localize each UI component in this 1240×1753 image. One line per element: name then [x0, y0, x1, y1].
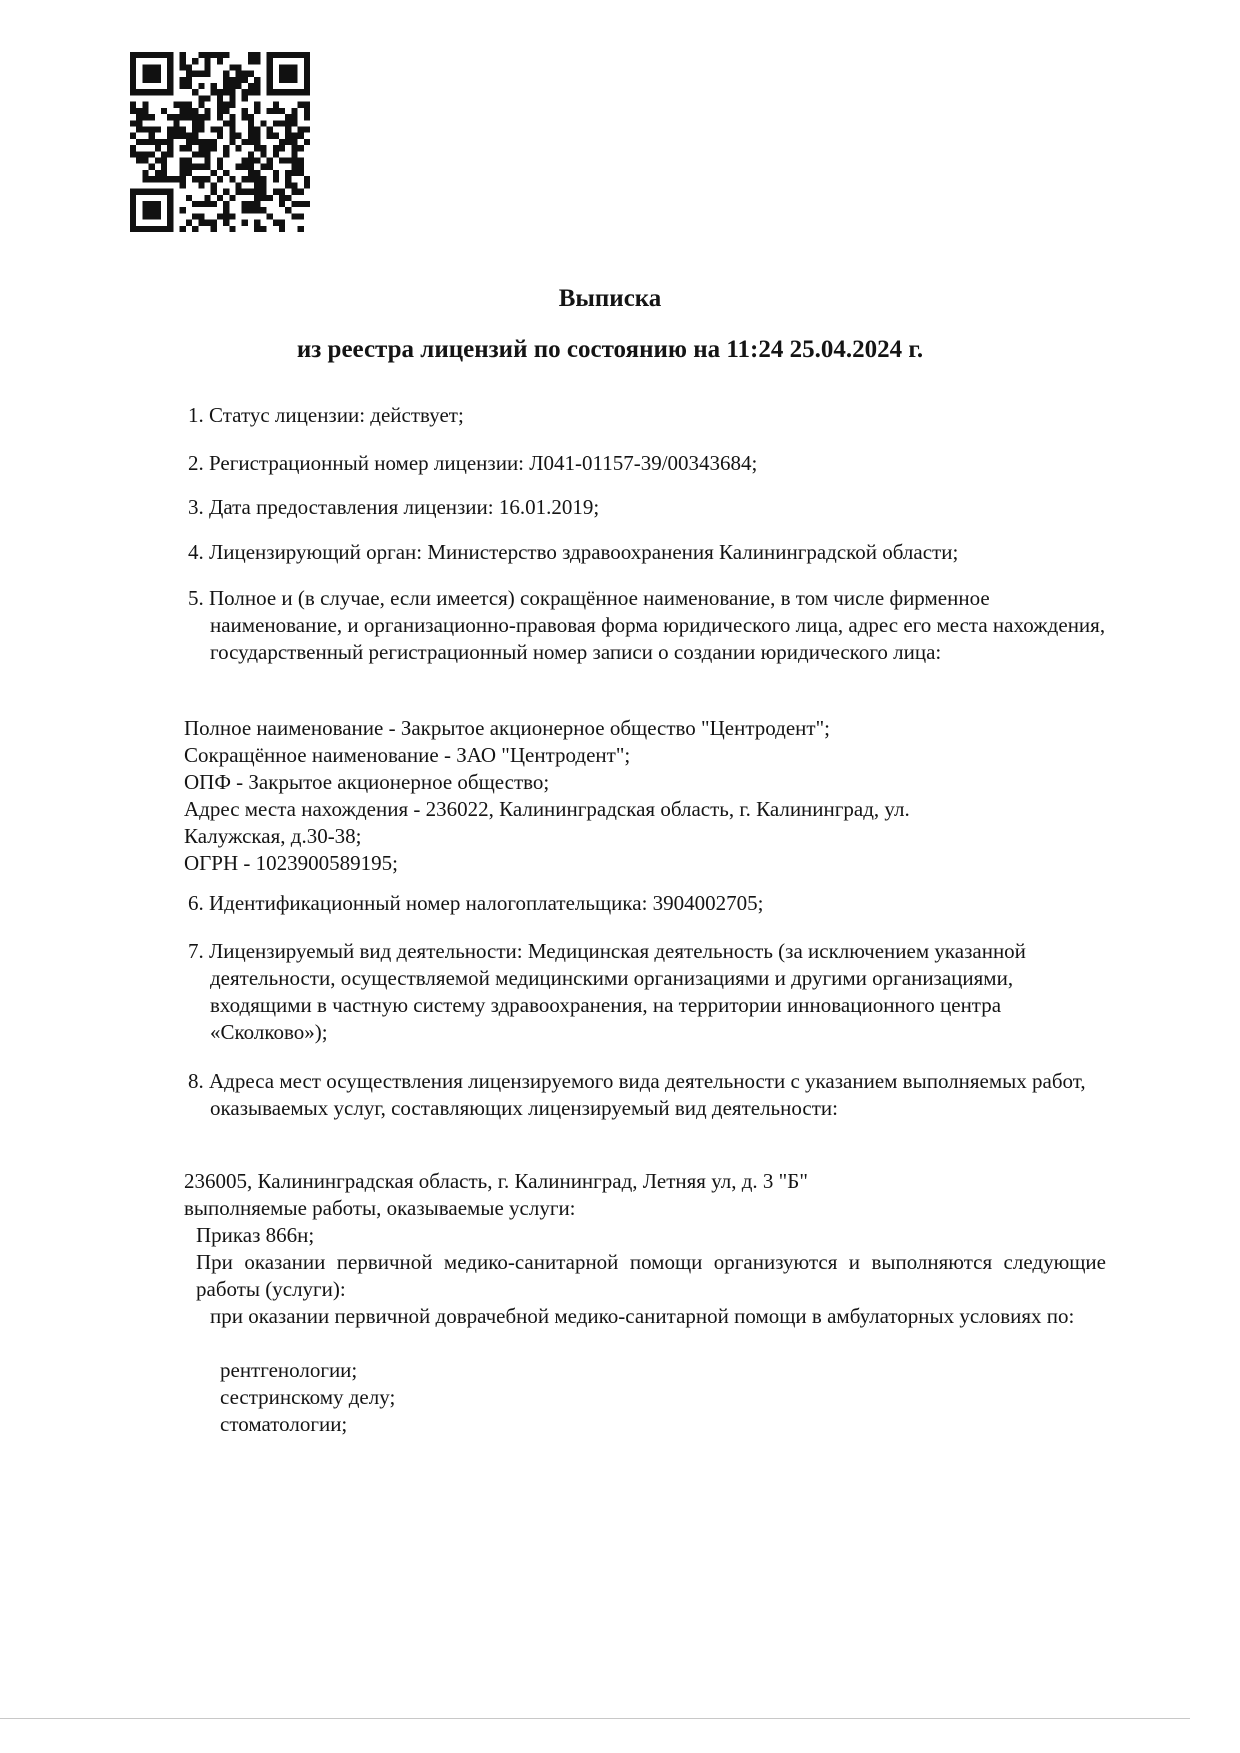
qr-code-icon	[130, 52, 310, 232]
organization-details	[184, 715, 1104, 877]
service-item: стоматологии;	[220, 1412, 348, 1436]
item-organization-names: 5. Полное и (в случае, если имеется) сокращённое наименование, в том числе фирменное наименование, и организационно-правовая форма юридического лица, адрес его места нахождения, государственный регистрационный номер записи о создании юридического лица:	[188, 586, 1106, 664]
primary-care-text: При оказании первичной медико-санитарной помощи организуются и выполняются следующие работы (услуги):	[196, 1250, 1106, 1301]
org-opf: ОПФ - Закрытое акционерное общество;	[184, 770, 550, 794]
service-item: сестринскому делу;	[220, 1385, 396, 1409]
document-subtitle: из реестра лицензий по состоянию на 11:24 25.04.2024 г.	[296, 336, 924, 363]
item-registration-number: 2. Регистрационный номер лицензии: Л041-01157-39/00343684;	[188, 451, 758, 475]
activity-location	[184, 1168, 1104, 1222]
org-address-line2: Калужская, д.30-38;	[184, 824, 362, 848]
document-title: Выписка	[558, 285, 662, 312]
item-licensing-authority: 4. Лицензирующий орган: Министерство здравоохранения Калининградской области;	[188, 540, 959, 564]
activity-address: 236005, Калининградская область, г. Калининград, Летняя ул, д. 3 "Б"	[184, 1169, 808, 1193]
item-licensed-activity: 7. Лицензируемый вид деятельности: Медицинская деятельность (за исключением указанной деятельности, осуществляемой медицинскими организациями и другими организациями, входящими в частную систему здравоохранения, на территории инновационного центра «Сколково»);	[188, 939, 1026, 1044]
org-short-name: Сокращённое наименование - ЗАО "Центродент";	[184, 743, 631, 767]
item-license-status: 1. Статус лицензии: действует;	[188, 403, 464, 427]
prehospital-text: при оказании первичной доврачебной медико-санитарной помощи в амбулаторных условиях по:	[210, 1304, 1075, 1328]
org-full-name: Полное наименование - Закрытое акционерное общество "Центродент";	[184, 716, 831, 740]
org-address-line1: Адрес места нахождения - 236022, Калининградская область, г. Калининград, ул.	[184, 797, 910, 821]
scan-edge-line	[0, 1718, 1190, 1719]
item-inn: 6. Идентификационный номер налогоплательщика: 3904002705;	[188, 891, 764, 915]
services-list	[220, 1357, 1140, 1438]
works-label: выполняемые работы, оказываемые услуги:	[184, 1196, 576, 1220]
item-issue-date: 3. Дата предоставления лицензии: 16.01.2019;	[188, 495, 600, 519]
service-item: рентгенологии;	[220, 1358, 358, 1382]
order-line: Приказ 866н;	[196, 1223, 315, 1247]
item-activity-addresses: 8. Адреса мест осуществления лицензируемого вида деятельности с указанием выполняемых работ, оказываемых услуг, составляющих лицензируемый вид деятельности:	[188, 1069, 1086, 1120]
org-ogrn: ОГРН - 1023900589195;	[184, 851, 398, 875]
